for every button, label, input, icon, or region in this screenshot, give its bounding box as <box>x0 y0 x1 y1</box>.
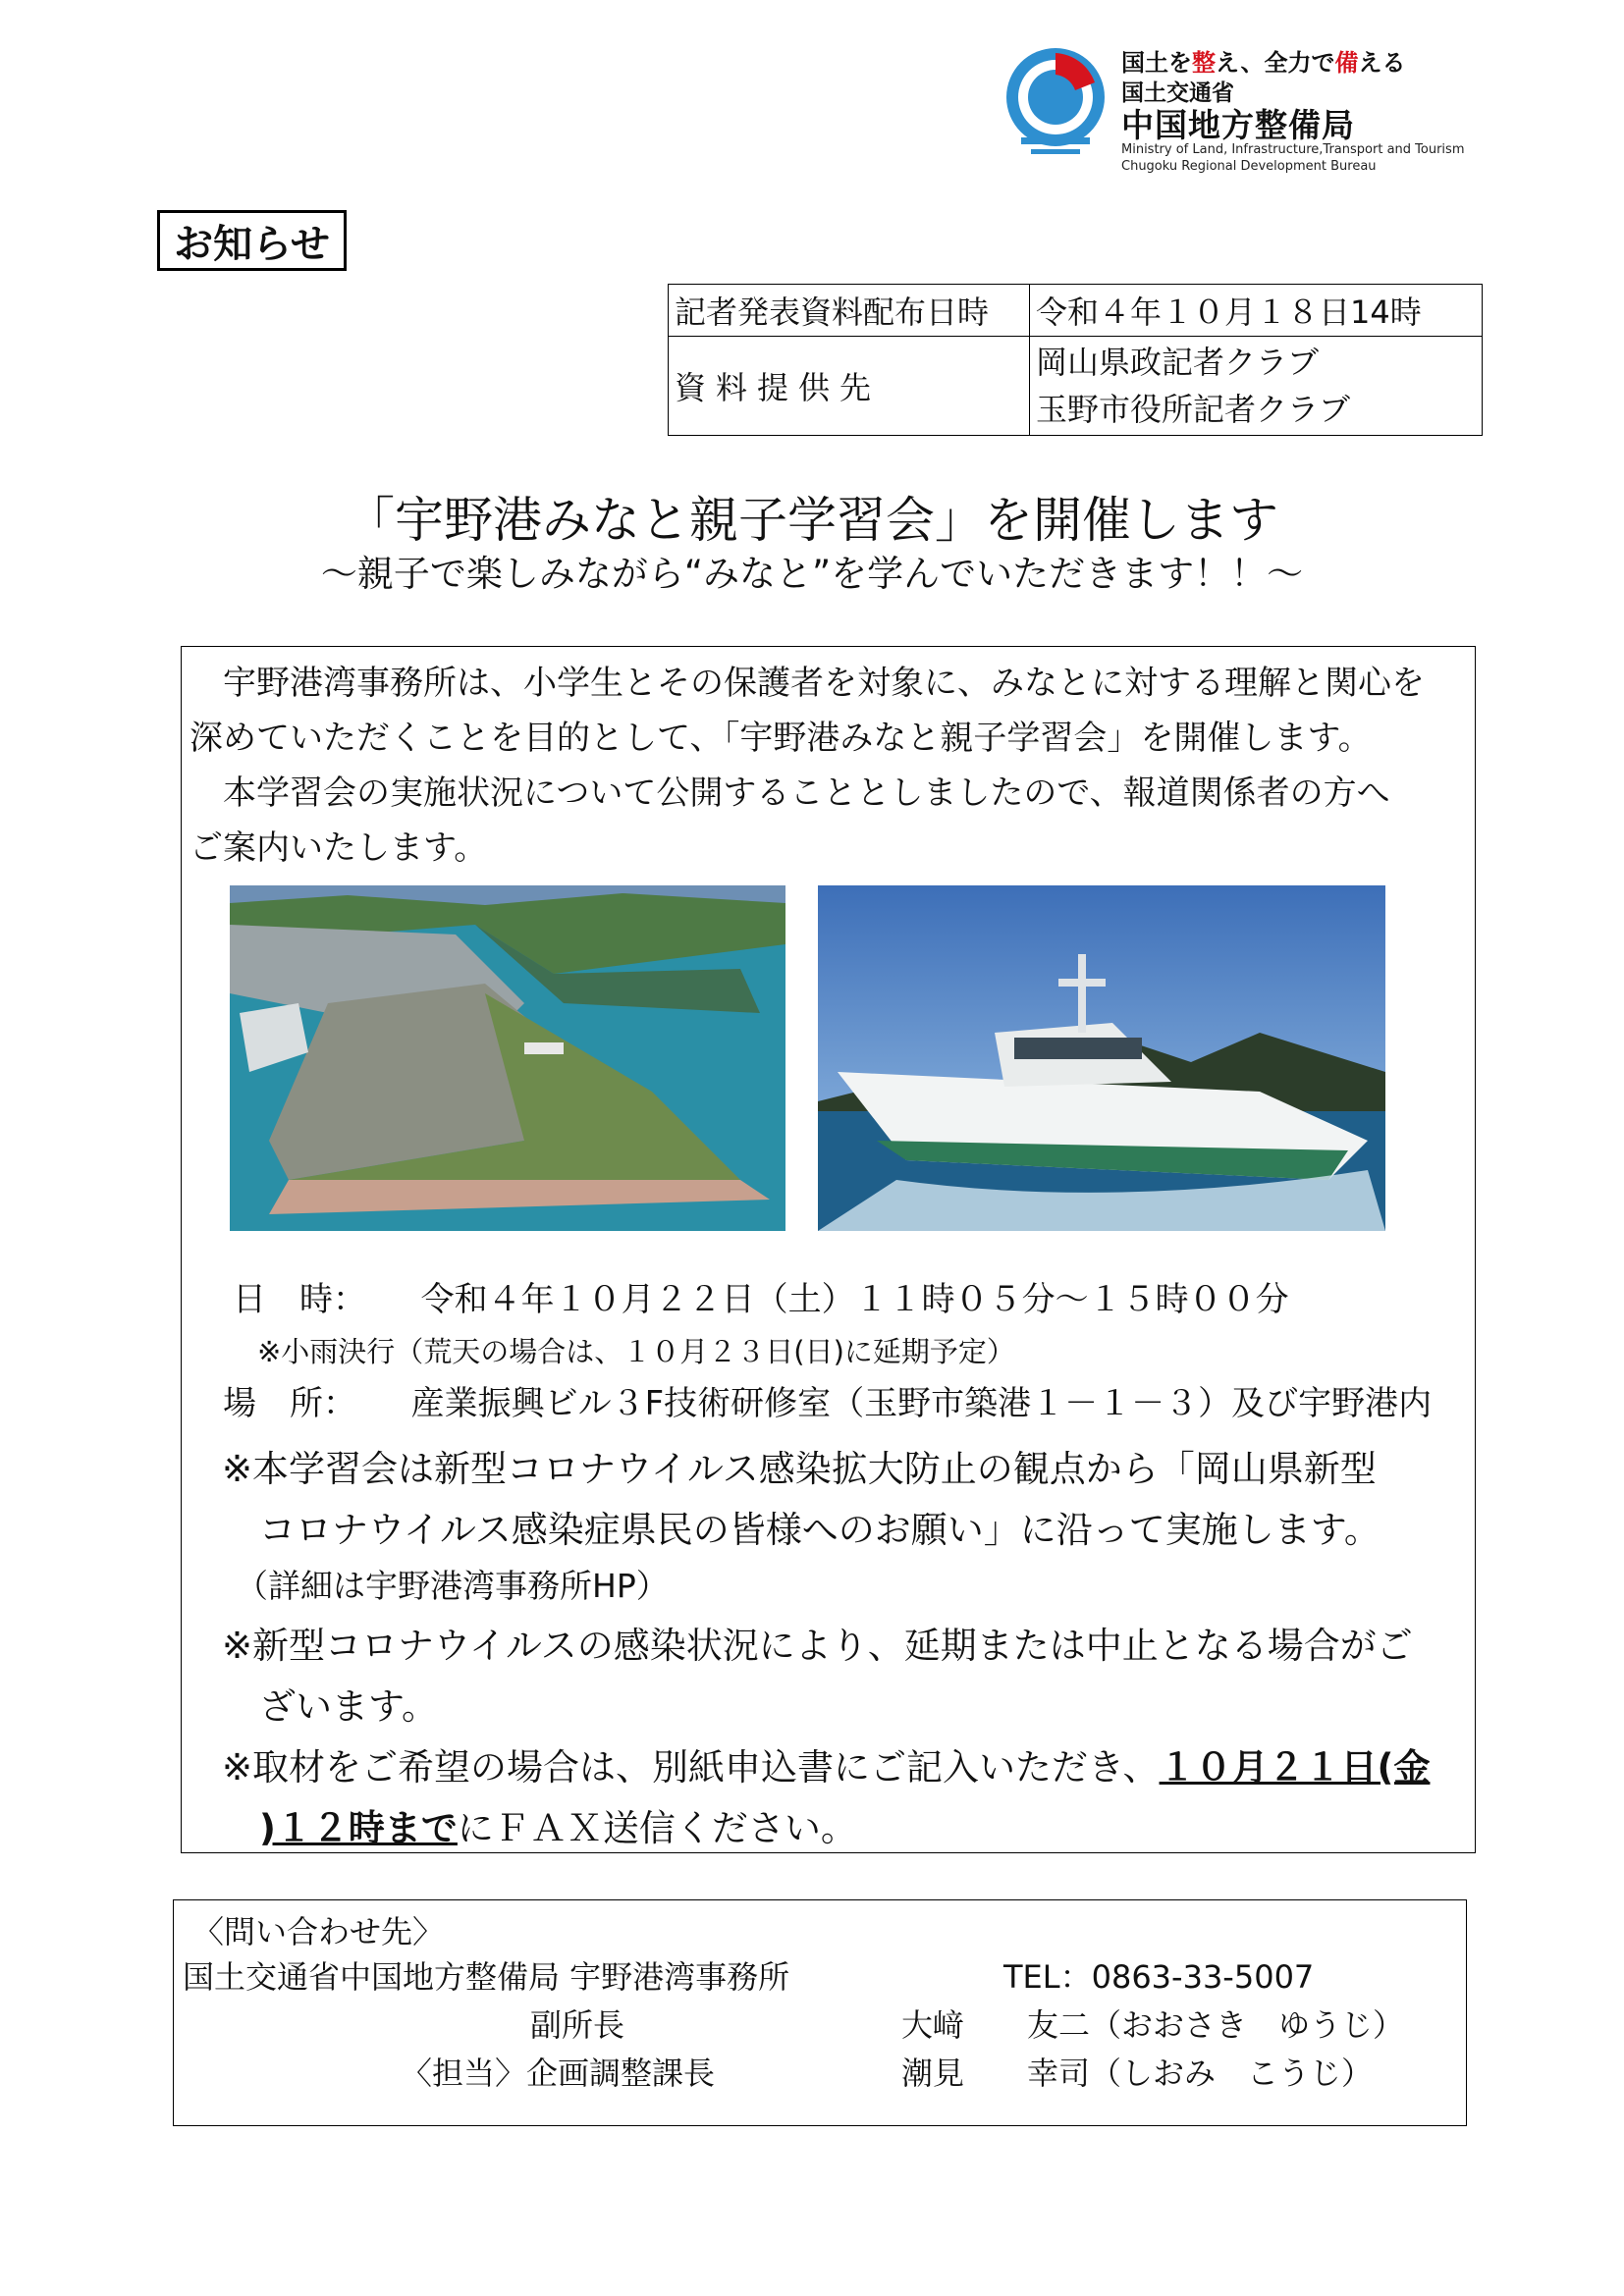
table-row <box>669 285 1483 337</box>
press-info-table <box>668 284 1483 436</box>
survey-boat-photo <box>818 885 1385 1231</box>
page-title: 「宇野港みなと親子学習会」を開催します <box>346 492 1278 549</box>
bureau-name-en: Chugoku Regional Development Bureau <box>1121 159 1377 174</box>
deadline-date: １０月２１日(金 <box>1159 1746 1431 1789</box>
page-subtitle: ～親子で楽しみながら“みなと”を学んでいただきます！！～ <box>320 553 1304 595</box>
date-value: 令和４年１０月２２日（土）１１時０５分～１５時００分 <box>420 1280 1289 1319</box>
event-place-row <box>223 1376 1432 1424</box>
contact-name-deputy: 大﨑 友二（おおさき ゆうじ） <box>901 2006 1405 2044</box>
postponement-note: ※新型コロナウイルスの感染状況により、延期または中止となる場合がご ざいます。 <box>222 1625 1413 1728</box>
contact-role-deputy: 副所長 <box>530 2006 625 2044</box>
details-note: （詳細は宇野港湾事務所HP） <box>236 1567 669 1605</box>
contact-role-staff: 〈担当〉企画調整課長 <box>401 2055 716 2092</box>
covid-note: ※本学習会は新型コロナウイルス感染拡大防止の観点から「岡山県新型 コロナウイルス感染症県民の皆様へのお願い」に沿って実施します。 <box>222 1448 1380 1551</box>
deadline-time: )１２時まで <box>259 1807 458 1849</box>
slogan: 国土を整え、全力で備える <box>1121 49 1406 77</box>
contact-office: 国土交通省中国地方整備局 宇野港湾事務所 <box>183 1958 790 1996</box>
notice-label: お知らせ <box>157 210 347 271</box>
place-label: 場 所： <box>223 1384 356 1423</box>
bureau-logo <box>1001 43 1492 181</box>
table-row <box>669 337 1483 436</box>
bureau-emblem-icon <box>1001 43 1110 161</box>
date-label: 日 時： <box>233 1280 366 1319</box>
coverage-note: ※取材をご希望の場合は、別紙申込書にご記入いただき、１０月２１日(金 )１２時までにＦＡＸ送信ください。 <box>222 1746 1431 1849</box>
contact-heading: 〈問い合わせ先〉 <box>192 1913 445 1950</box>
ministry-name-en: Ministry of Land, Infrastructure,Transport and Tourism <box>1121 142 1465 157</box>
place-value: 産業振興ビル３F技術研修室（玉野市築港１－１－３）及び宇野港内 <box>410 1384 1433 1423</box>
bureau-name: 中国地方整備局 <box>1121 106 1355 144</box>
rain-note: ※小雨決行（荒天の場合は、１０月２３日(日)に延期予定） <box>257 1335 1015 1368</box>
intro-paragraph: 宇野港湾事務所は、小学生とその保護者を対象に、みなとに対する理解と関心を 深めていただくことを目的として、「宇野港みなと親子学習会」を開催します。 本学習会の実施状況について公開することとしましたので、報道関係者の方へ ご案内いたします。 <box>189 664 1425 868</box>
contact-tel: TEL：0863-33-5007 <box>1003 1958 1315 1996</box>
release-datetime-header: 記者発表資料配布日時 <box>669 285 1030 337</box>
ministry-name: 国土交通省 <box>1121 80 1234 106</box>
event-date-row <box>233 1272 1289 1320</box>
release-datetime-value: 令和４年１０月１８日14時 <box>1030 285 1483 337</box>
contact-name-staff: 潮見 幸司（しおみ こうじ） <box>901 2055 1374 2092</box>
uno-port-aerial-photo <box>230 885 785 1231</box>
recipients-header: 資料提供先 <box>669 337 1030 436</box>
recipients-value: 岡山県政記者クラブ 玉野市役所記者クラブ <box>1030 337 1483 436</box>
